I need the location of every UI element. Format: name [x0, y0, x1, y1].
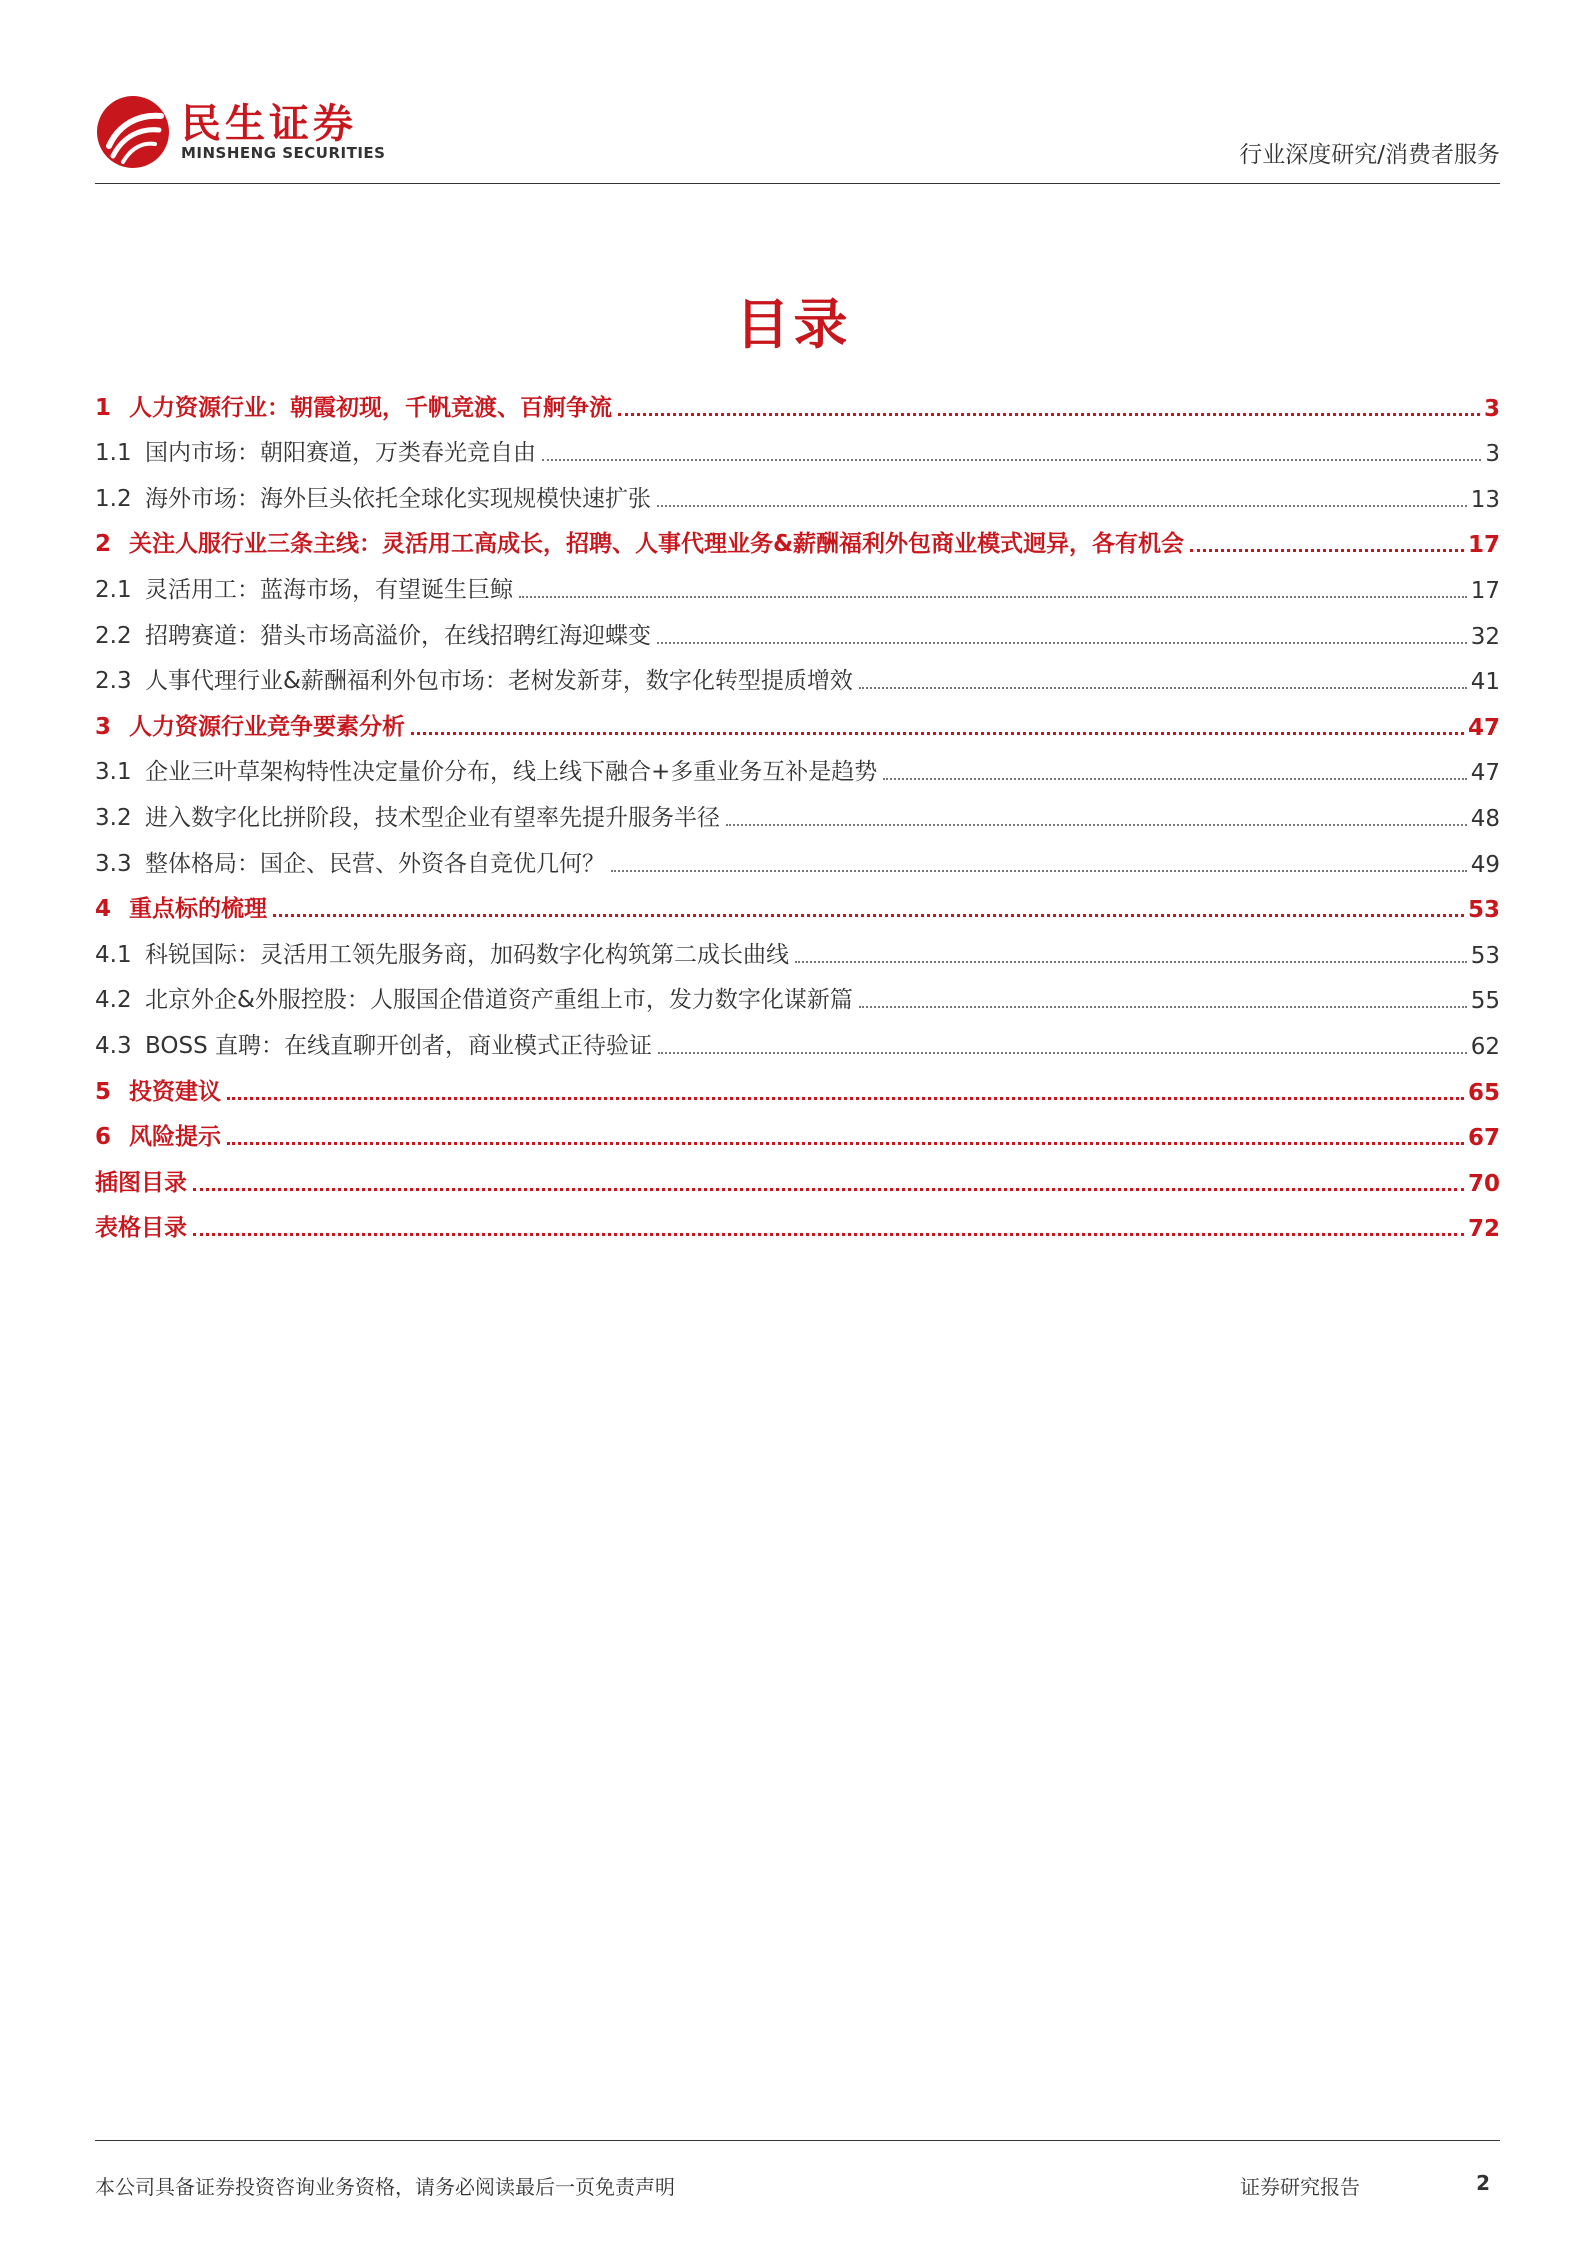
toc-entry-title: 海外市场：海外巨头依托全球化实现规模快速扩张 [145, 485, 651, 512]
toc-dot-leader [883, 778, 1466, 780]
toc-entry[interactable] [95, 610, 1500, 656]
toc-entry-text [95, 981, 853, 1014]
toc-entry-title: BOSS 直聘：在线直聊开创者，商业模式正待验证 [145, 1032, 652, 1059]
toc-entry-title: 企业三叶草架构特性决定量价分布，线上线下融合+多重业务互补是趋势 [145, 759, 878, 786]
logo-chinese-name: 民生证券 [181, 101, 357, 147]
toc-title: 目录 [735, 293, 852, 356]
toc-entry-page: 72 [1467, 1216, 1500, 1243]
toc-dot-leader [859, 1006, 1467, 1008]
toc-entry-title: 科锐国际：灵活用工领先服务商，加码数字化构筑第二成长曲线 [145, 941, 789, 968]
toc-entry-title: 进入数字化比拼阶段，技术型企业有望率先提升服务半径 [145, 804, 720, 831]
toc-entry-page: 47 [1467, 714, 1500, 741]
toc-dot-leader [411, 732, 1464, 735]
toc-entry-number: 2.3 [95, 668, 132, 695]
toc-entry-page: 47 [1470, 760, 1500, 787]
toc-entry-number: 1.2 [95, 485, 132, 512]
toc-entry-page: 70 [1467, 1170, 1500, 1197]
toc-dot-leader [227, 1142, 1464, 1145]
toc-entry-page: 17 [1467, 532, 1500, 559]
toc-entry-page: 65 [1467, 1079, 1500, 1106]
toc-entry-title: 整体格局：国企、民营、外资各自竞优几何？ [145, 850, 605, 877]
toc-dot-leader [542, 459, 1481, 461]
page-header [95, 88, 1500, 184]
toc-entry-number: 4.1 [95, 941, 132, 968]
footer-disclaimer: 本公司具备证券投资咨询业务资格，请务必阅读最后一页免责声明 [95, 2175, 675, 2199]
toc-entry-page: 13 [1470, 486, 1500, 513]
minsheng-logo-icon [95, 94, 171, 170]
footer-page-number: 2 [1476, 2171, 1490, 2195]
toc-entry-page: 49 [1470, 851, 1500, 878]
toc-entry-number: 1.1 [95, 440, 132, 467]
toc-entry-title: 招聘赛道：猎头市场高溢价，在线招聘红海迎蝶变 [145, 622, 651, 649]
toc-entry-title: 风险提示 [129, 1124, 221, 1151]
toc-dot-leader [611, 870, 1467, 872]
toc-entry[interactable] [95, 473, 1500, 519]
toc-entry-page: 3 [1483, 395, 1500, 422]
toc-entry-text [95, 1027, 652, 1060]
toc-entry-page: 53 [1467, 897, 1500, 924]
toc-entry-number: 6 [95, 1124, 112, 1151]
toc-entry[interactable] [95, 1066, 1500, 1112]
toc-entry-number: 3 [95, 713, 112, 740]
toc-entry-text [95, 662, 853, 695]
toc-entry-text [95, 1118, 221, 1151]
toc-dot-leader [658, 1052, 1467, 1054]
toc-entry[interactable] [95, 1203, 1500, 1249]
toc-entry-title: 表格目录 [95, 1215, 187, 1242]
toc-entry[interactable] [95, 1020, 1500, 1066]
toc-entry-number: 3.2 [95, 804, 132, 831]
toc-entry-page: 17 [1470, 577, 1500, 604]
toc-entry-text [95, 890, 267, 923]
toc-dot-leader [657, 505, 1467, 507]
toc-entry-number: 2.1 [95, 576, 132, 603]
toc-entry-title: 北京外企&外服控股：人服国企借道资产重组上市，发力数字化谋新篇 [145, 987, 853, 1014]
toc-dot-leader [859, 687, 1467, 689]
toc-entry-text [95, 571, 513, 604]
toc-dot-leader [795, 961, 1467, 963]
company-logo [95, 88, 395, 172]
toc-entry[interactable] [95, 929, 1500, 975]
toc-entry-number: 3.1 [95, 759, 132, 786]
toc-entry-page: 48 [1470, 805, 1500, 832]
footer-report-type: 证券研究报告 [1240, 2175, 1360, 2199]
logo-english-name: MINSHENG SECURITIES [181, 144, 386, 162]
toc-entry[interactable] [95, 975, 1500, 1021]
toc-entry-title: 插图目录 [95, 1169, 187, 1196]
toc-entry-title: 投资建议 [129, 1078, 221, 1105]
toc-entry[interactable] [95, 519, 1500, 565]
toc-entry[interactable] [95, 884, 1500, 930]
toc-entry-title: 重点标的梳理 [129, 896, 267, 923]
report-category: 行业深度研究/消费者服务 [1239, 142, 1500, 168]
toc-entry[interactable] [95, 701, 1500, 747]
toc-entry-text [95, 434, 536, 467]
toc-dot-leader [618, 413, 1480, 416]
toc-entry-number: 2.2 [95, 622, 132, 649]
toc-entry[interactable] [95, 792, 1500, 838]
toc-entry-title: 人力资源行业竞争要素分析 [129, 713, 405, 740]
toc-entry-title: 灵活用工：蓝海市场，有望诞生巨鲸 [145, 576, 513, 603]
toc-entry-text [95, 708, 405, 741]
toc-entry-title: 国内市场：朝阳赛道，万类春光竞自由 [145, 440, 536, 467]
toc-entry-number: 4.2 [95, 987, 132, 1014]
toc-entry-page: 3 [1485, 441, 1500, 468]
toc-entry[interactable] [95, 382, 1500, 428]
toc-entry-text [95, 617, 651, 650]
toc-dot-leader [1190, 549, 1464, 552]
toc-entry-text [95, 753, 877, 786]
toc-entry-page: 62 [1470, 1033, 1500, 1060]
toc-dot-leader [519, 596, 1467, 598]
page-footer [95, 2140, 1500, 2199]
toc-entry-text [95, 1209, 187, 1242]
toc-entry-number: 1 [95, 394, 112, 421]
toc-entry-text [95, 525, 1184, 558]
toc-entry-page: 41 [1470, 669, 1500, 696]
toc-entry-number: 4.3 [95, 1032, 132, 1059]
toc-entry-text [95, 845, 605, 878]
toc-entry-number: 5 [95, 1078, 112, 1105]
toc-entry-number: 4 [95, 896, 112, 923]
toc-entry-text [95, 1073, 221, 1106]
toc-dot-leader [193, 1188, 1464, 1191]
toc-dot-leader [273, 914, 1464, 917]
toc-entry-number: 2 [95, 531, 112, 558]
toc-entry-page: 53 [1470, 942, 1500, 969]
toc-entry-number: 3.3 [95, 850, 132, 877]
toc-entry-text [95, 799, 720, 832]
toc-entry[interactable] [95, 564, 1500, 610]
toc-entry[interactable] [95, 1112, 1500, 1158]
toc-entry[interactable] [95, 656, 1500, 702]
toc-entry-text [95, 936, 789, 969]
toc-entry-title: 人事代理行业&薪酬福利外包市场：老树发新芽，数字化转型提质增效 [145, 668, 853, 695]
toc-entry[interactable] [95, 1157, 1500, 1203]
toc-entry-page: 55 [1470, 988, 1500, 1015]
toc-entry-title: 关注人服行业三条主线：灵活用工高成长，招聘、人事代理业务&薪酬福利外包商业模式迥异，各有机会 [129, 531, 1185, 558]
toc-entry-page: 67 [1467, 1125, 1500, 1152]
toc-entry[interactable] [95, 747, 1500, 793]
toc-dot-leader [227, 1097, 1464, 1100]
toc-entry-text [95, 389, 612, 422]
toc-entry[interactable] [95, 838, 1500, 884]
toc-entry-text [95, 1164, 187, 1197]
toc-dot-leader [657, 642, 1467, 644]
toc-entry-title: 人力资源行业：朝霞初现，千帆竞渡、百舸争流 [129, 394, 612, 421]
toc-dot-leader [726, 824, 1467, 826]
toc-dot-leader [193, 1233, 1464, 1236]
toc-entry-page: 32 [1470, 623, 1500, 650]
toc-entry[interactable] [95, 428, 1500, 474]
toc-entry-text [95, 480, 651, 513]
table-of-contents [95, 382, 1500, 1248]
